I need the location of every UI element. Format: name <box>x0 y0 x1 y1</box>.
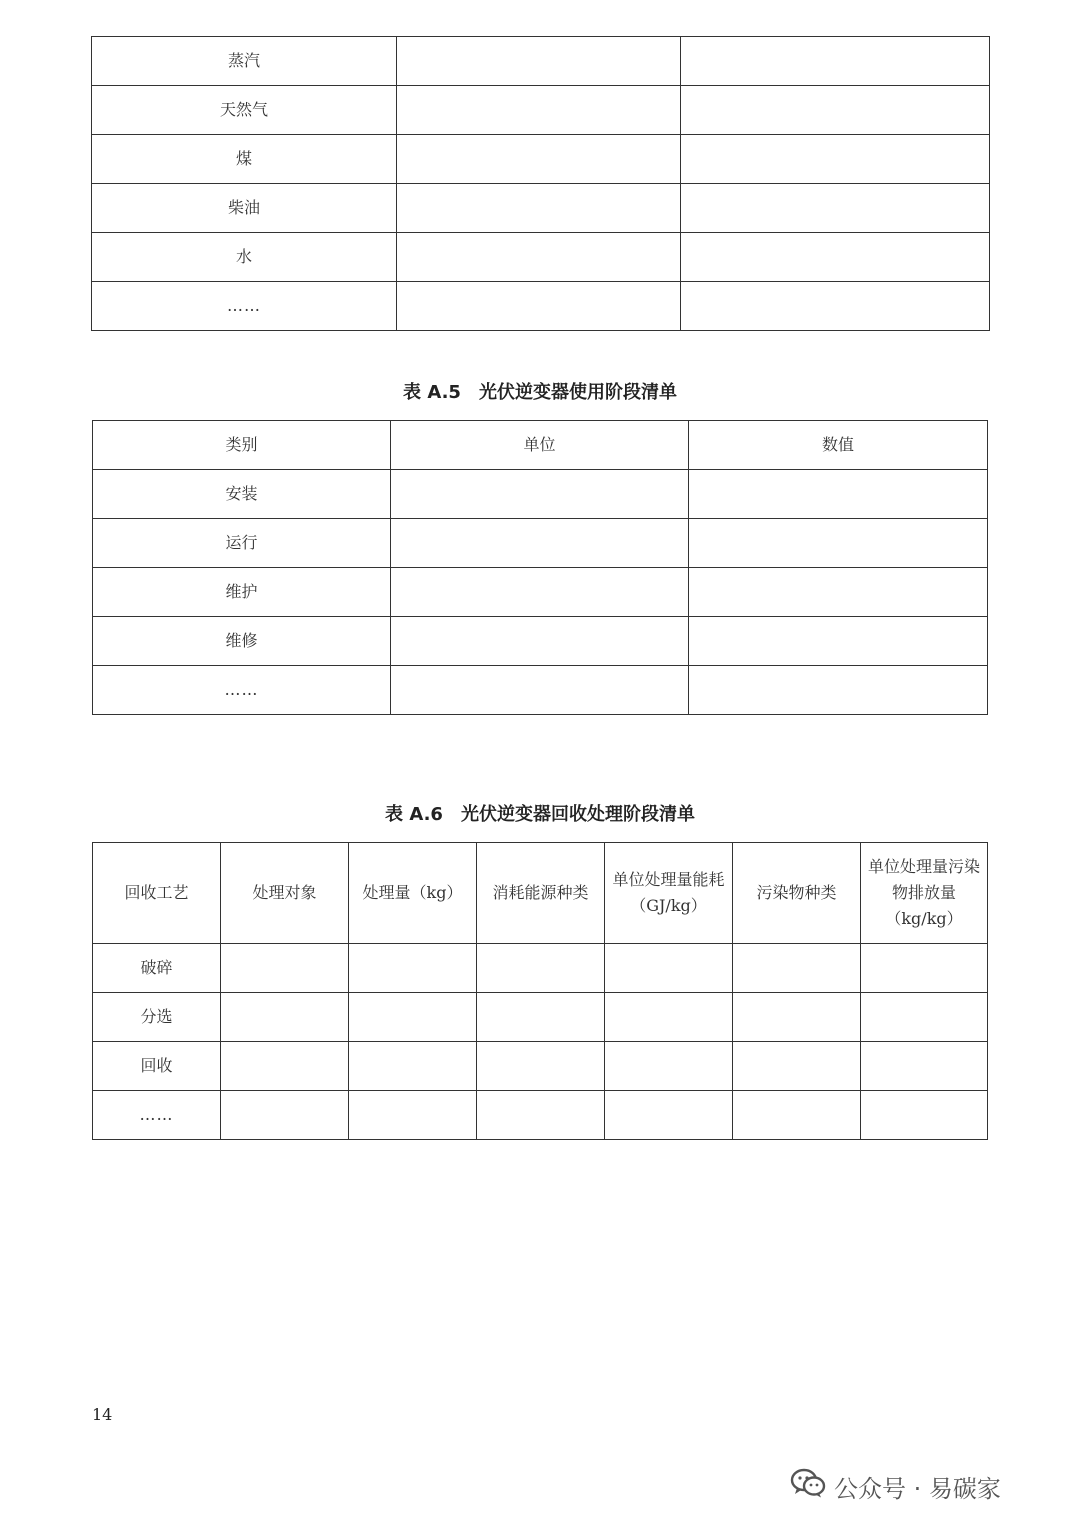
table-row <box>92 37 990 86</box>
table-a6-caption <box>0 800 1080 826</box>
table-a6-id: 表 A.6 <box>385 804 443 825</box>
table-cell: 破碎 <box>93 944 221 993</box>
header-cell: 消耗能源种类 <box>477 843 605 944</box>
table-cell <box>605 993 733 1042</box>
table-row <box>92 184 990 233</box>
table-cell <box>477 993 605 1042</box>
table-cell: 水 <box>92 233 397 282</box>
table-cell: 分选 <box>93 993 221 1042</box>
table-row <box>92 135 990 184</box>
table-cell <box>349 993 477 1042</box>
table-cell <box>733 944 861 993</box>
table-cell <box>605 944 733 993</box>
table-cell <box>681 37 990 86</box>
table-cell: 维修 <box>93 617 391 666</box>
table-cell <box>477 1091 605 1140</box>
table-row <box>93 519 988 568</box>
table-a5-id: 表 A.5 <box>403 382 461 403</box>
table-cell <box>397 135 681 184</box>
table-cell <box>349 1091 477 1140</box>
table-a6-title: 光伏逆变器回收处理阶段清单 <box>460 804 695 825</box>
table-cell <box>733 1091 861 1140</box>
table-a6 <box>92 842 988 1140</box>
table-cell <box>605 1091 733 1140</box>
header-cell: 处理对象 <box>221 843 349 944</box>
table-cell <box>349 1042 477 1091</box>
table-cell <box>391 666 689 715</box>
table-cell <box>681 184 990 233</box>
table-cell <box>391 470 689 519</box>
table-cell <box>397 282 681 331</box>
header-cell: 污染物种类 <box>733 843 861 944</box>
watermark-text: 公众号 · 易碳家 <box>834 1474 1001 1503</box>
table-row <box>93 470 988 519</box>
table-cell <box>733 993 861 1042</box>
table-cell <box>221 1091 349 1140</box>
table-cell: 回收 <box>93 1042 221 1091</box>
table-cell <box>689 470 988 519</box>
header-cell: 回收工艺 <box>93 843 221 944</box>
table-cell <box>689 568 988 617</box>
table-cell <box>689 519 988 568</box>
table-cell <box>477 944 605 993</box>
table-cell: 柴油 <box>92 184 397 233</box>
table-a5-caption <box>0 378 1080 404</box>
table-row <box>93 944 988 993</box>
table-cell <box>397 184 681 233</box>
table-row <box>92 282 990 331</box>
table-row <box>93 617 988 666</box>
table-a4-continued <box>91 36 990 331</box>
header-cell: 处理量（kg） <box>349 843 477 944</box>
table-cell <box>221 1042 349 1091</box>
header-cell: 单位 <box>391 421 689 470</box>
header-cell: 类别 <box>93 421 391 470</box>
table-cell <box>861 993 988 1042</box>
table-cell <box>861 1042 988 1091</box>
table-cell <box>681 135 990 184</box>
table-header-row <box>93 421 988 470</box>
table-cell <box>681 233 990 282</box>
table-row <box>93 666 988 715</box>
table-cell <box>681 282 990 331</box>
table-cell <box>733 1042 861 1091</box>
table-row <box>93 1091 988 1140</box>
table-cell: 煤 <box>92 135 397 184</box>
table-cell: 蒸汽 <box>92 37 397 86</box>
header-cell: 单位处理量能耗（GJ/kg） <box>605 843 733 944</box>
table-cell <box>397 86 681 135</box>
table-cell: …… <box>93 666 391 715</box>
page-number: 14 <box>92 1405 113 1424</box>
table-cell: 运行 <box>93 519 391 568</box>
table-row <box>92 86 990 135</box>
table-cell: …… <box>92 282 397 331</box>
wechat-icon <box>790 1467 826 1505</box>
table-header-row <box>93 843 988 944</box>
watermark <box>790 1466 1001 1506</box>
table-cell <box>861 944 988 993</box>
table-cell <box>689 617 988 666</box>
header-cell: 数值 <box>689 421 988 470</box>
table-cell: …… <box>93 1091 221 1140</box>
table-cell: 天然气 <box>92 86 397 135</box>
table-cell: 安装 <box>93 470 391 519</box>
table-cell <box>861 1091 988 1140</box>
header-cell: 单位处理量污染物排放量（kg/kg） <box>861 843 988 944</box>
table-row <box>93 993 988 1042</box>
table-cell <box>681 86 990 135</box>
table-cell <box>397 233 681 282</box>
table-cell <box>349 944 477 993</box>
table-row <box>93 568 988 617</box>
table-cell <box>689 666 988 715</box>
table-cell <box>391 617 689 666</box>
table-a5-title: 光伏逆变器使用阶段清单 <box>478 382 677 403</box>
table-cell <box>605 1042 733 1091</box>
table-cell <box>477 1042 605 1091</box>
table-cell: 维护 <box>93 568 391 617</box>
table-cell <box>397 37 681 86</box>
table-row <box>93 1042 988 1091</box>
table-row <box>92 233 990 282</box>
table-cell <box>221 993 349 1042</box>
table-cell <box>391 568 689 617</box>
table-cell <box>391 519 689 568</box>
table-a5 <box>92 420 988 715</box>
table-cell <box>221 944 349 993</box>
